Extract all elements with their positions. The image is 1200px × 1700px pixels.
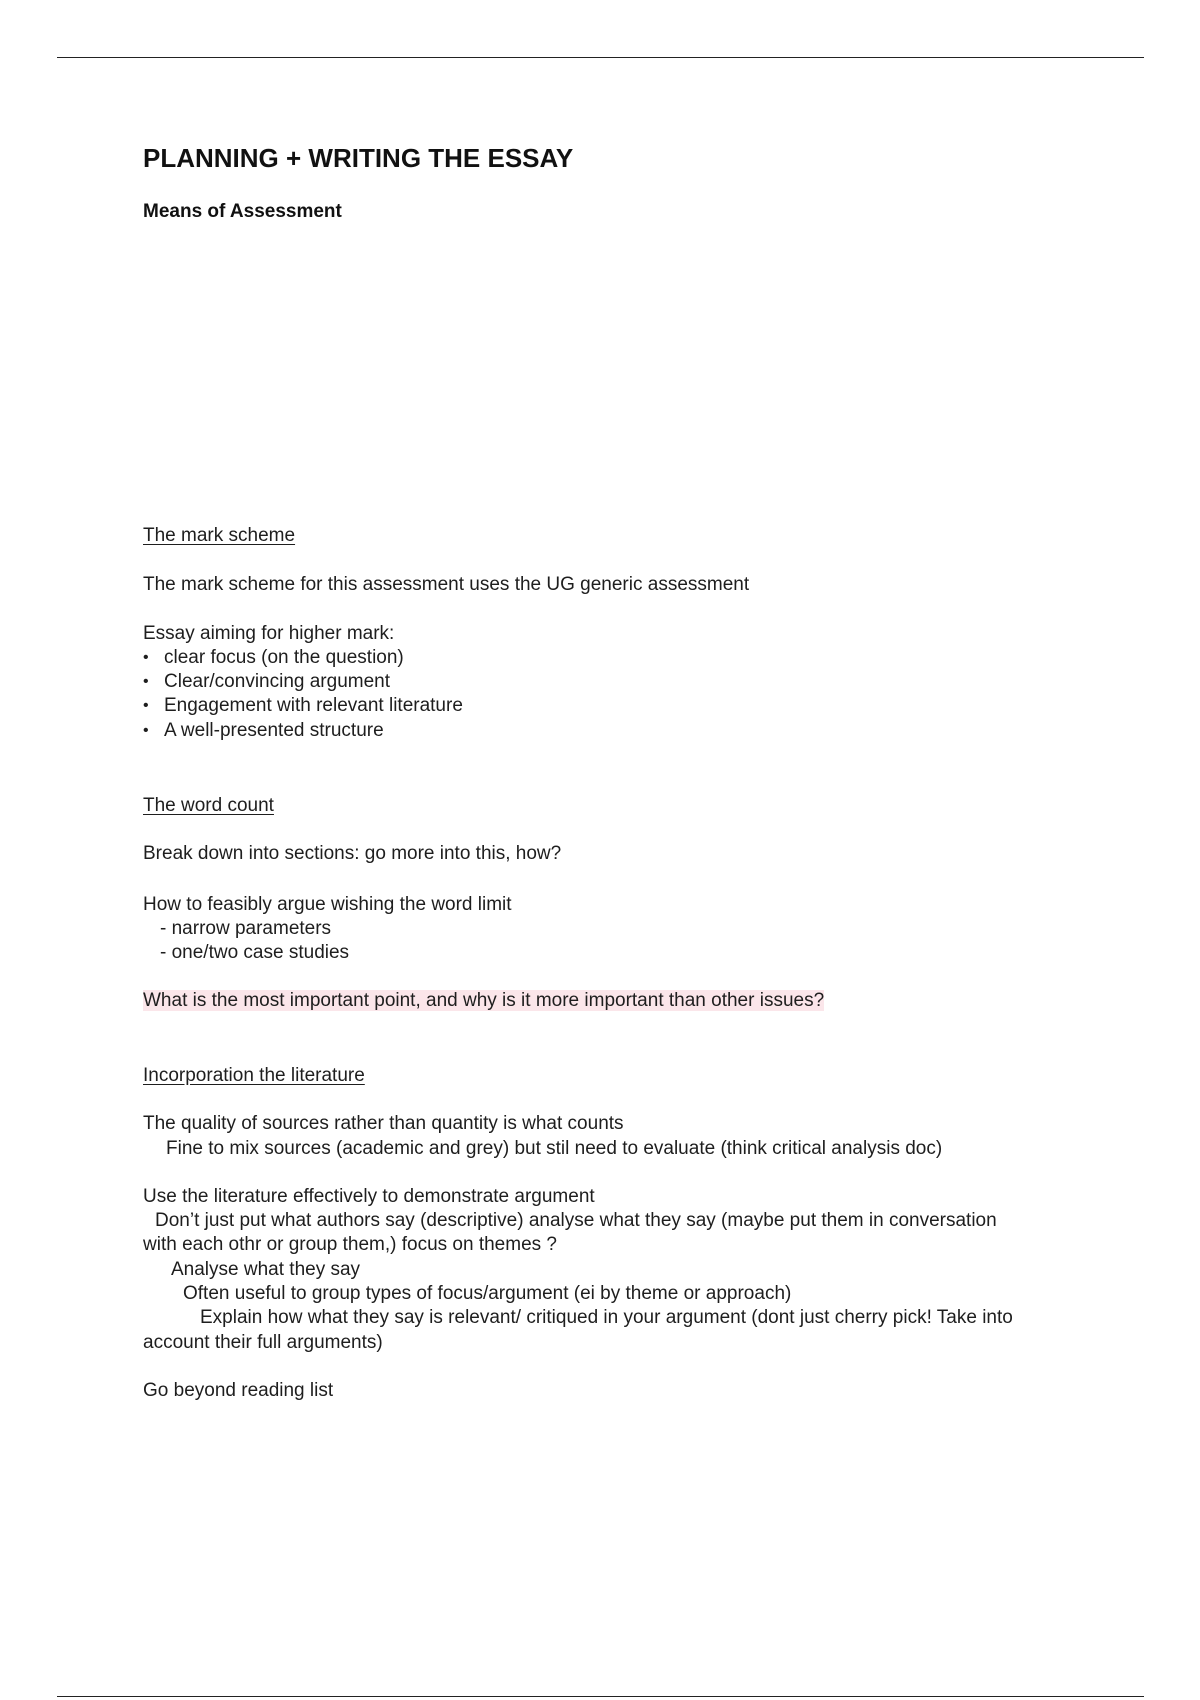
word-count-line-1: Break down into sections: go more into this, how?: [143, 843, 562, 865]
bottom-rule: [57, 1696, 1144, 1697]
word-count-dash-1: - narrow parameters: [160, 917, 332, 939]
word-count-line-2: How to feasibly argue wishing the word limit: [143, 893, 512, 915]
document-content: [143, 142, 1103, 1401]
list-item: • Clear/convincing argument: [143, 670, 1103, 694]
highlighted-question: What is the most important point, and why is it more important than other issues?: [143, 990, 825, 1012]
literature-heading: Incorporation the literature: [143, 1065, 365, 1086]
literature-analyse: Analyse what they say: [171, 1258, 361, 1280]
literature-dont-line-2: with each othr or group them,) focus on themes ?: [143, 1234, 557, 1256]
section-subtitle: Means of Assessment: [143, 201, 342, 222]
literature-quality: The quality of sources rather than quantity is what counts: [143, 1113, 624, 1135]
list-item: • Engagement with relevant literature: [143, 694, 1103, 718]
mark-scheme-bullet-list: [143, 646, 1103, 743]
mark-scheme-list-lead: Essay aiming for higher mark:: [143, 622, 395, 644]
list-item: • clear focus (on the question): [143, 646, 1103, 670]
top-rule: [57, 57, 1144, 58]
literature-section: [143, 1064, 1103, 1403]
word-count-dash-2: - one/two case studies: [160, 942, 350, 964]
literature-explain-line-1: Explain how what they say is relevant/ critiqued in your argument (dont just cherry pick! Take into: [200, 1307, 1013, 1329]
list-item: • A well-presented structure: [143, 719, 1103, 743]
literature-explain-line-2: account their full arguments): [143, 1331, 383, 1353]
literature-beyond: Go beyond reading list: [143, 1379, 334, 1401]
word-count-heading: The word count: [143, 795, 274, 816]
mark-scheme-section: [143, 524, 1103, 743]
literature-group: Often useful to group types of focus/argument (ei by theme or approach): [183, 1283, 792, 1305]
word-count-section: [143, 794, 1103, 1014]
mark-scheme-intro: The mark scheme for this assessment uses the UG generic assessment: [143, 574, 750, 596]
mark-scheme-heading: The mark scheme: [143, 525, 296, 546]
literature-mix: Fine to mix sources (academic and grey) but stil need to evaluate (think critical analysis doc): [166, 1137, 943, 1159]
literature-dont-line-1: Don’t just put what authors say (descriptive) analyse what they say (maybe put them in conversation: [155, 1210, 997, 1232]
page-title: PLANNING + WRITING THE ESSAY: [143, 143, 574, 173]
literature-use: Use the literature effectively to demonstrate argument: [143, 1185, 595, 1207]
